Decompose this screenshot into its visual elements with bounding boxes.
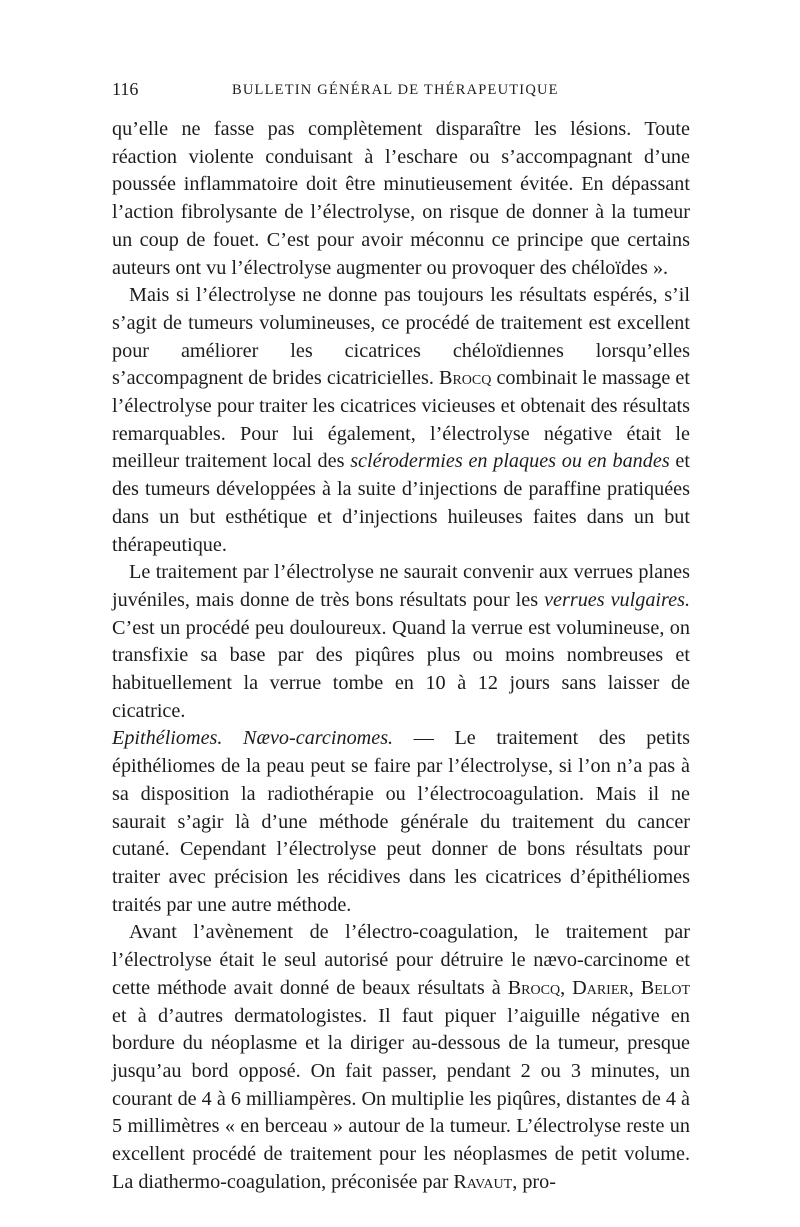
text-run: , pro- [512, 1170, 556, 1193]
paragraph [112, 919, 690, 1196]
text-run: C’est un procédé peu douloureux. Quand la verrue est volumineuse, on transfixie sa base par des piqûres plus ou moins nombreuses et habituellement la verrue tombe en 10 à 12 jours sans laisser de cicatrice. [112, 616, 690, 722]
text-run: qu’elle ne fasse pas complètement disparaître les lésions. Toute réaction violente conduisant à l’eschare ou s’accompagnant d’une poussée inflammatoire doit être minutieusement évitée. En dépassant l’action fibrolysante de l’électrolyse, on risque de donner à la tumeur un coup de fouet. C’est pour avoir méconnu ce principe que certains auteurs ont vu l’électrolyse augmenter ou provoquer des chéloïdes ». [112, 118, 690, 279]
text-run: , [628, 976, 641, 999]
document-page [112, 76, 690, 1196]
text-run: , [560, 976, 573, 999]
text-run: Mais si l’électrolyse ne donne pas toujours les résultats espérés, s’il s’agit de tumeurs volumineuses, ce procédé de traitement est excellent pour améliorer les cicatrices chéloïdiennes lorsqu’elles s’accompagnent de brides cicatricielles. [112, 284, 690, 390]
page-header [112, 76, 690, 102]
author-name: Darier [572, 976, 629, 999]
paragraph [112, 282, 690, 559]
running-title: BULLETIN GÉNÉRAL DE THÉRAPEUTIQUE [232, 82, 559, 98]
paragraph [112, 559, 690, 725]
text-run: — Le traitement des petits épithéliomes de la peau peut se faire par l’électrolyse, si l’on n’a pas à sa disposition la radiothérapie ou l’électrocoagulation. Mais il ne saurait s’agir là d’une méthode générale du traitement du cancer cutané. Cependant l’électrolyse peut donner de bons résultats pour traiter avec précision les récidives dans les cicatrices d’épithéliomes traités par une autre méthode. [112, 727, 690, 916]
author-name: Brocq [507, 976, 561, 999]
author-name: Brocq [438, 367, 492, 390]
italic-text: sclérodermies en plaques ou en bandes [350, 450, 670, 473]
text-run: et à d’autres dermatologistes. Il faut piquer l’aiguille négative en bordure du néoplasme et la diriger au-dessous de la tumeur, presque jusqu’au bord opposé. On fait passer, pendant 2 ou 3 minutes, un courant de 4 à 6 milliampères. On multiplie les piqûres, distantes de 4 à 5 millimètres « en berceau » autour de la tumeur. L’électrolyse reste un excellent procédé de traitement pour les néoplasmes de petit volume. La diathermo-coagulation, préconisée par [112, 1004, 691, 1193]
text-run: et des tumeurs développées à la suite d’injections de paraffine pratiquées dans un but esthétique et d’injections huileuses faites dans un but thérapeutique. [112, 450, 690, 556]
author-name: Belot [640, 976, 691, 999]
author-name: Ravaut [453, 1170, 513, 1193]
paragraph [112, 725, 690, 919]
italic-text: verrues vulgaires. [544, 588, 690, 611]
page-number: 116 [112, 79, 139, 99]
paragraph [112, 116, 690, 282]
text-run: combinait le massage et l’électrolyse pour traiter les cicatrices vicieuses et obtenait des résultats remarquables. Pour lui également, l’électrolyse négative était le meilleur traitement local des [112, 367, 690, 473]
text-run: Avant l’avènement de l’électro-coagulation, le traitement par l’électrolyse était le seul autorisé pour détruire le nævo-carcinome et cette méthode avait donné de beaux résultats à [112, 921, 690, 999]
text-run: Le traitement par l’électrolyse ne saurait convenir aux verrues planes juvéniles, mais donne de très bons résultats pour les [112, 561, 690, 611]
body-text [112, 116, 690, 1196]
italic-text: Epithéliomes. Nævo-carcinomes. [112, 727, 394, 750]
